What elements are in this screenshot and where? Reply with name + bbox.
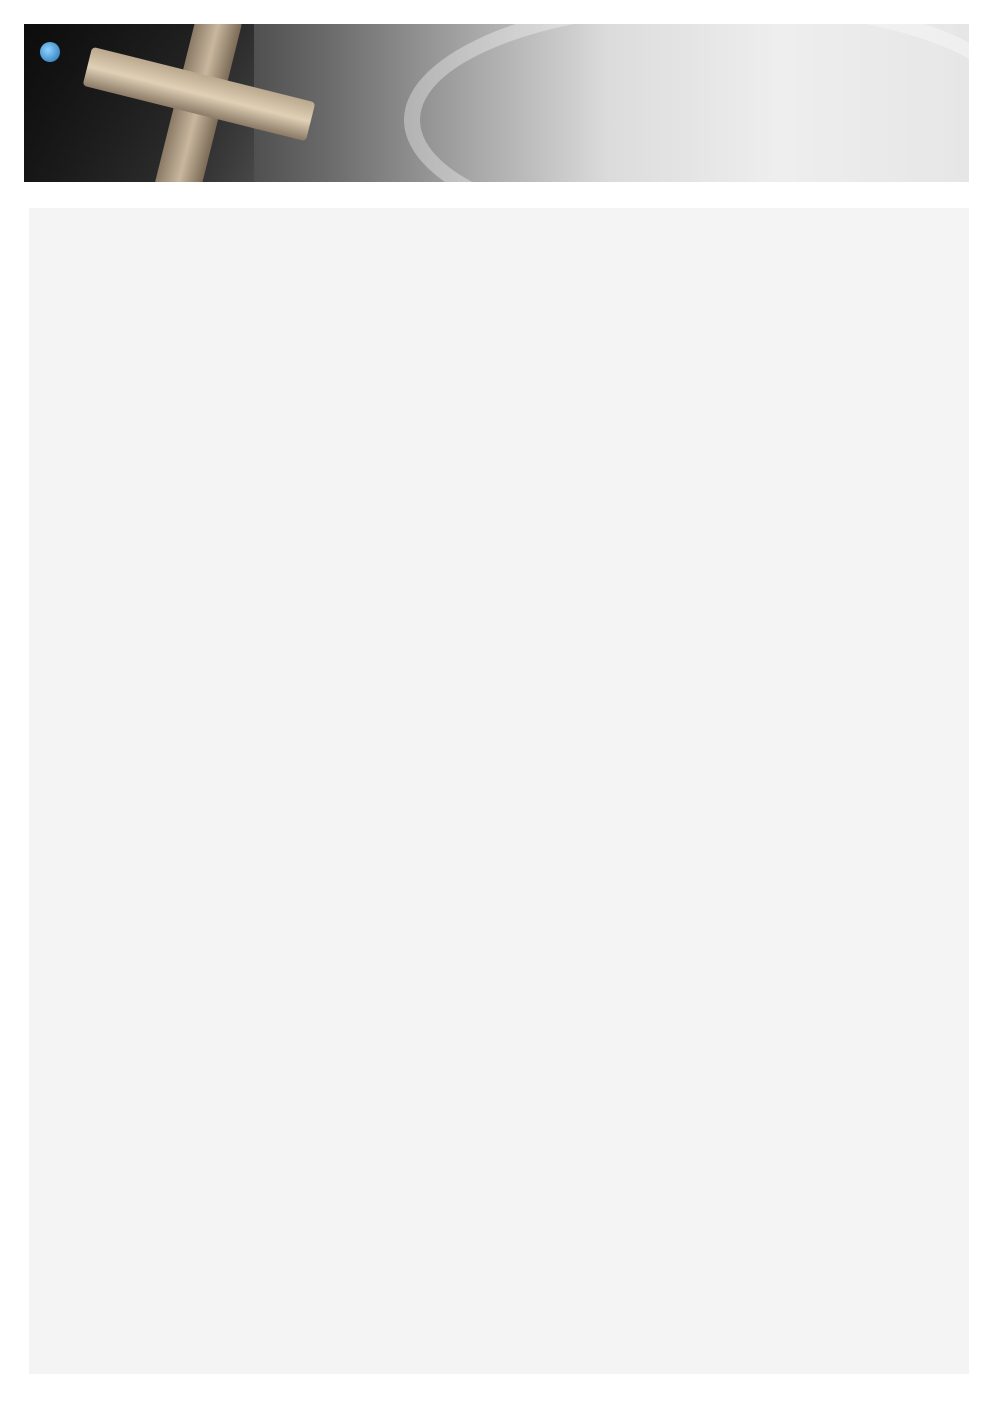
section-scripture xyxy=(29,800,969,826)
globe-icon xyxy=(40,42,60,62)
header-banner xyxy=(24,24,969,182)
section-creed xyxy=(29,218,969,244)
book-pages-image xyxy=(404,24,969,182)
section-prayer xyxy=(29,764,969,790)
order-of-worship xyxy=(29,208,969,1374)
church-logo xyxy=(40,42,64,62)
section-hymn xyxy=(29,508,969,534)
